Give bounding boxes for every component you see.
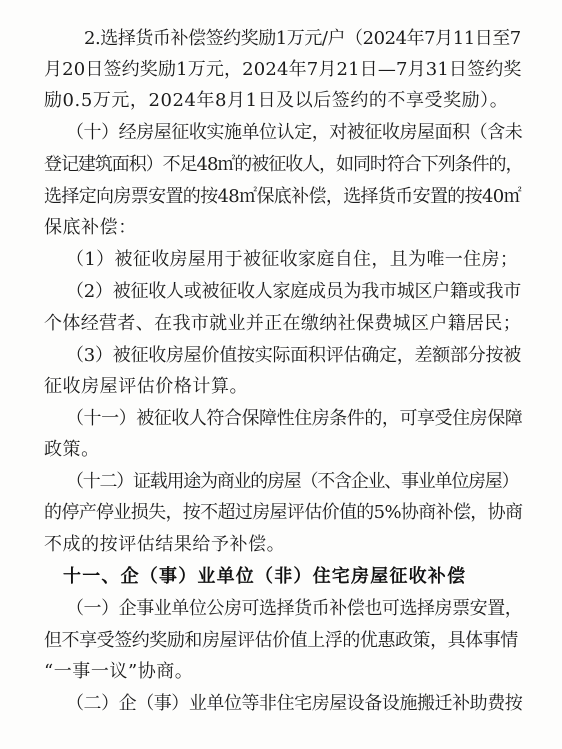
text-line: 征收房屋评估价格计算。 bbox=[44, 376, 249, 397]
text-line: 个体经营者、在我市就业并正在缴纳社保费城区户籍居民； bbox=[44, 313, 522, 334]
text-line: 选择定向房票安置的按48㎡保底补偿，选择货币安置的按40㎡ bbox=[44, 186, 521, 207]
text-line: （3）被征收房屋价值按实际面积评估确定，差额部分按被 bbox=[66, 345, 521, 366]
text-line: （2）被征收人或被征收人家庭成员为我市城区户籍或我市 bbox=[66, 281, 521, 302]
text-line: 不成的按评估结果给予补偿。 bbox=[44, 534, 286, 555]
text-line: （一）企事业单位公房可选择货币补偿也可选择房票安置， bbox=[66, 598, 523, 619]
text-line: （十一）被征收人符合保障性住房条件的，可享受住房保障 bbox=[66, 408, 523, 429]
text-line: 政策。 bbox=[44, 439, 100, 460]
text-line: 月20日签约奖励1万元，2024年7月21日—7月31日签约奖 bbox=[44, 59, 522, 80]
text-line: （二）企（事）业单位等非住宅房屋设备设施搬迁补助费按 bbox=[66, 693, 523, 714]
text-line: （1）被征收房屋用于被征收家庭自住，且为唯一住房； bbox=[66, 249, 519, 270]
text-line: 2.选择货币补偿签约奖励1万元/户（2024年7月11日至7 bbox=[84, 28, 521, 49]
text-line: 登记建筑面积）不足48㎡的被征收人，如同时符合下列条件的， bbox=[44, 154, 523, 175]
text-line: 保底补偿： bbox=[44, 217, 137, 238]
text-line: 的停产停业损失，按不超过房屋评估价值的5%协商补偿，协商 bbox=[44, 502, 523, 523]
text-line: 但不享受签约奖励和房屋评估价值上浮的优惠政策，具体事情 bbox=[44, 630, 518, 651]
text-line: 励0.5万元，2024年8月1日及以后签约的不享受奖励）。 bbox=[44, 90, 509, 111]
text-line: （十二）证载用途为商业的房屋（不含企业、事业单位房屋） bbox=[66, 471, 519, 492]
text-line: “一事一议”协商。 bbox=[44, 661, 194, 682]
section-heading: 十一、企（事）业单位（非）住宅房屋征收补偿 bbox=[63, 566, 467, 587]
text-line: （十）经房屋征收实施单位认定，对被征收房屋面积（含未 bbox=[66, 122, 523, 143]
